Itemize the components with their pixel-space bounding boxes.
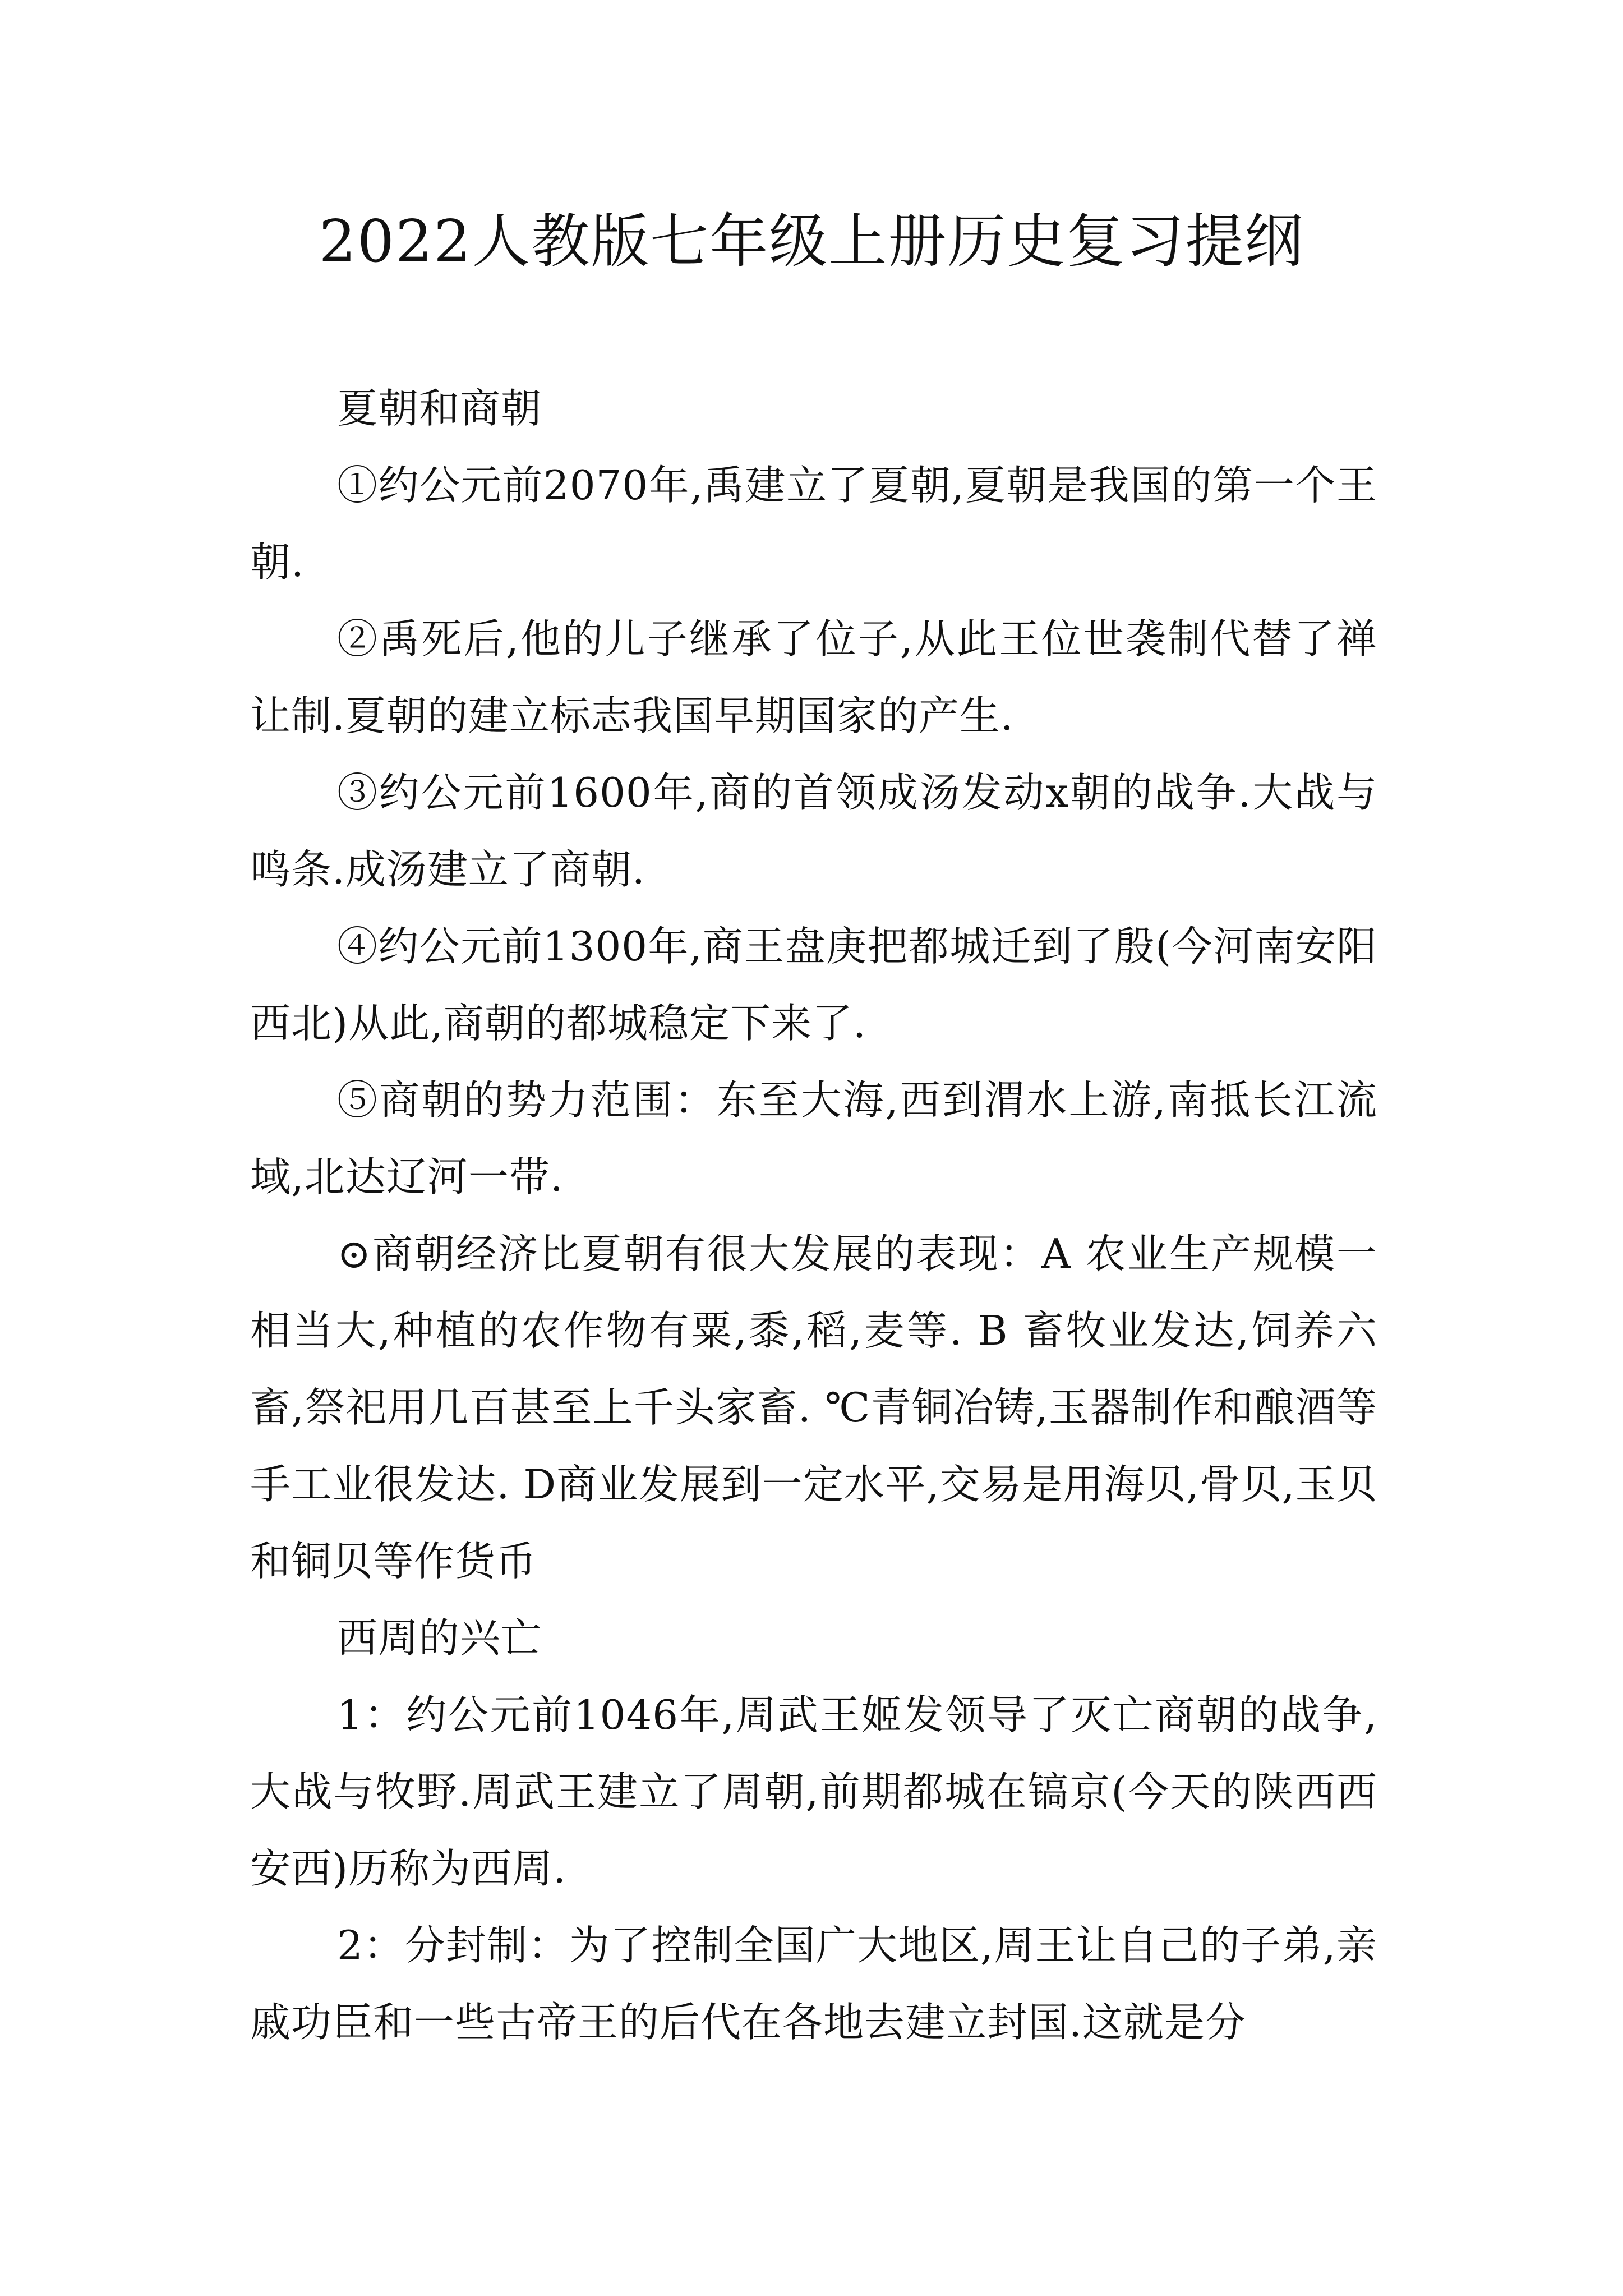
section-heading: 西周的兴亡	[337, 1614, 542, 1662]
paragraph: ⊙商朝经济比夏朝有很大发展的表现：A 农业生产规模一相当大,种植的农作物有粟,黍,稻,麦等. B 畜牧业发达,饲养六畜,祭祀用几百甚至上千头家畜. ℃青铜冶铸,玉器制作和酿酒等手工业很发达. D商业发展到一定水平,交易是用海贝,骨贝,玉贝和铜贝等作货币	[250, 1230, 1377, 1585]
paragraph: ③约公元前1600年,商的首领成汤发动x朝的战争.大战与鸣条.成汤建立了商朝.	[250, 769, 1377, 893]
document-body	[250, 370, 1377, 2061]
document-title: 2022人教版七年级上册历史复习提纲	[319, 207, 1304, 275]
paragraph: ①约公元前2070年,禹建立了夏朝,夏朝是我国的第一个王朝.	[250, 462, 1377, 586]
paragraph: ④约公元前1300年,商王盘庚把都城迁到了殷(今河南安阳西北)从此,商朝的都城稳定下来了.	[250, 923, 1377, 1047]
section-heading: 夏朝和商朝	[337, 385, 542, 432]
paragraph: ⑤商朝的势力范围：东至大海,西到渭水上游,南抵长江流域,北达辽河一带.	[250, 1076, 1377, 1200]
paragraph: 2：分封制：为了控制全国广大地区,周王让自己的子弟,亲戚功臣和一些古帝王的后代在各地去建立封国.这就是分	[250, 1922, 1377, 2046]
paragraph: ②禹死后,他的儿子继承了位子,从此王位世袭制代替了禅让制.夏朝的建立标志我国早期国家的产生.	[250, 615, 1377, 739]
paragraph: 1：约公元前1046年,周武王姬发领导了灭亡商朝的战争,大战与牧野.周武王建立了周朝,前期都城在镐京(今天的陕西西安西)历称为西周.	[250, 1691, 1377, 1892]
